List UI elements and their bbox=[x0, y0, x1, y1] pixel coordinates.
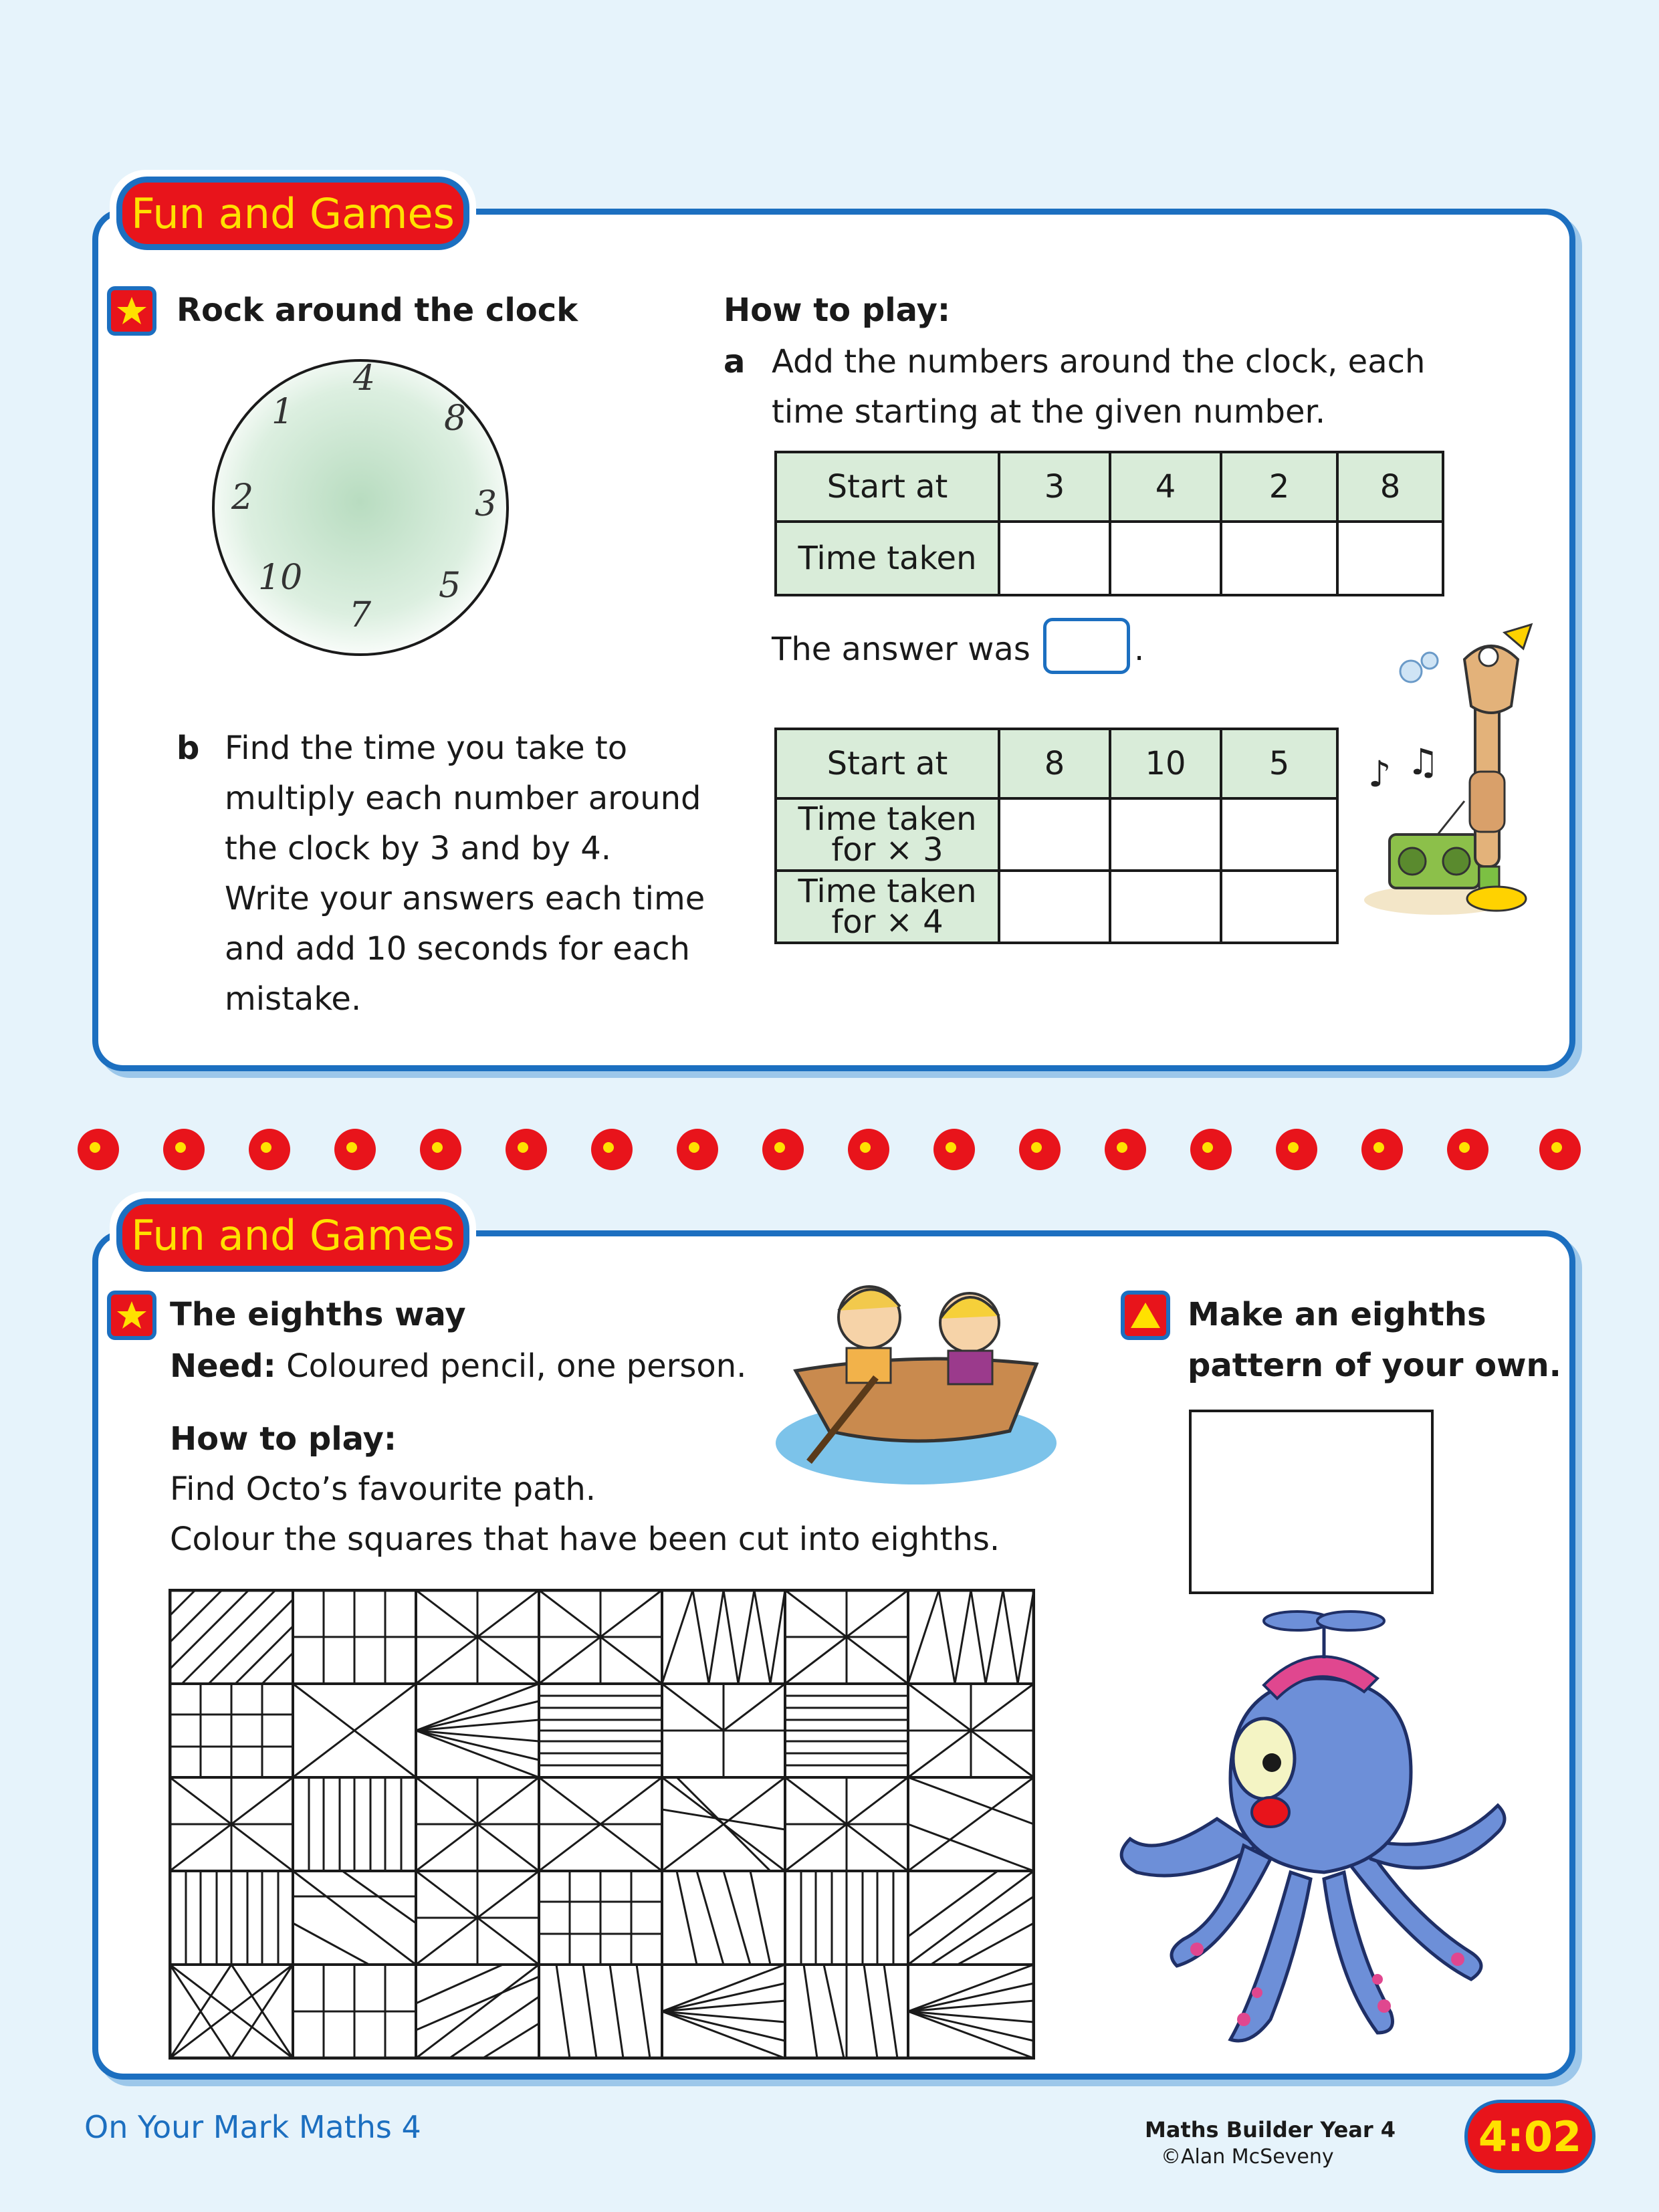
times-3-label bbox=[776, 798, 999, 871]
part-b-letter: b bbox=[177, 730, 200, 767]
kids-in-boat-illustration bbox=[769, 1264, 1057, 1491]
red-dot-icon bbox=[848, 1129, 889, 1170]
start-value: 3 bbox=[999, 452, 1110, 522]
red-dot-icon bbox=[591, 1129, 633, 1170]
time-taken-cell[interactable] bbox=[999, 522, 1110, 595]
red-dot-icon bbox=[506, 1129, 547, 1170]
red-dot-icon bbox=[1105, 1129, 1146, 1170]
panel2-tab-label: Fun and Games bbox=[131, 1210, 455, 1260]
part-b-line: multiply each number around bbox=[225, 780, 701, 817]
time-taken-cell[interactable] bbox=[1221, 522, 1337, 595]
own-pattern-box[interactable] bbox=[1189, 1410, 1434, 1594]
clock-number-4: 5 bbox=[439, 566, 461, 606]
giraffe-radio-illustration bbox=[1357, 619, 1558, 940]
red-dot-icon bbox=[677, 1129, 718, 1170]
answer-suffix: . bbox=[1134, 631, 1145, 668]
red-dot-icon bbox=[334, 1129, 376, 1170]
panel1-star-badge bbox=[107, 286, 156, 336]
red-dot-icon bbox=[1190, 1129, 1232, 1170]
need-text: Coloured pencil, one person. bbox=[286, 1347, 747, 1385]
octo-octopus-illustration bbox=[1097, 1605, 1538, 2066]
page-number: 4:02 bbox=[1478, 2112, 1582, 2161]
times-3-cell[interactable] bbox=[1110, 798, 1221, 871]
side-title-line1: Make an eighths bbox=[1188, 1296, 1486, 1333]
clock-number-3: 3 bbox=[475, 484, 497, 524]
red-dot-icon bbox=[762, 1129, 804, 1170]
times-3-label-line2: for × 3 bbox=[831, 831, 944, 869]
times-4-cell[interactable] bbox=[1221, 871, 1337, 943]
need-label: Need: bbox=[170, 1347, 276, 1385]
svg-text:♫: ♫ bbox=[1407, 741, 1440, 783]
times-3-cell[interactable] bbox=[1221, 798, 1337, 871]
red-dot-icon bbox=[249, 1129, 290, 1170]
answer-prefix: The answer was bbox=[772, 631, 1030, 668]
start-at-label: Start at bbox=[776, 729, 999, 798]
need-line bbox=[170, 1341, 746, 1392]
part-b-line: Write your answers each time bbox=[225, 880, 705, 917]
clock-number-1: 4 bbox=[353, 358, 376, 399]
start-value: 8 bbox=[999, 729, 1110, 798]
times-4-label bbox=[776, 871, 999, 943]
start-value: 5 bbox=[1221, 729, 1337, 798]
star-icon bbox=[116, 295, 148, 327]
part-b-line: mistake. bbox=[225, 980, 362, 1018]
panel2-instruction-line2: Colour the squares that have been cut into eighths. bbox=[170, 1521, 1000, 1558]
multiplication-table bbox=[774, 728, 1339, 944]
time-taken-cell[interactable] bbox=[1337, 522, 1443, 595]
start-value: 10 bbox=[1110, 729, 1221, 798]
start-at-label: Start at bbox=[776, 452, 999, 522]
triangle-badge bbox=[1121, 1291, 1170, 1340]
red-dot-icon bbox=[420, 1129, 461, 1170]
red-dot-icon bbox=[933, 1129, 975, 1170]
page-number-badge bbox=[1464, 2100, 1595, 2173]
times-3-label-line1: Time taken bbox=[798, 800, 977, 838]
answer-input-box[interactable] bbox=[1043, 618, 1130, 674]
red-dot-icon bbox=[1019, 1129, 1061, 1170]
star-icon bbox=[116, 1299, 148, 1331]
clock-number-2: 8 bbox=[444, 399, 467, 439]
start-value: 4 bbox=[1110, 452, 1221, 522]
panel2-tab bbox=[116, 1198, 469, 1272]
times-4-label-line2: for × 4 bbox=[831, 903, 944, 941]
panel2-instruction-line1: Find Octo’s favourite path. bbox=[170, 1470, 596, 1508]
part-b-line: and add 10 seconds for each bbox=[225, 930, 690, 968]
panel1-title: Rock around the clock bbox=[177, 292, 578, 329]
eighths-puzzle-grid bbox=[169, 1589, 1035, 2060]
footer-book-title: Maths Builder Year 4 bbox=[1145, 2117, 1396, 2142]
side-title-line2: pattern of your own. bbox=[1188, 1347, 1561, 1384]
time-taken-cell[interactable] bbox=[1110, 522, 1221, 595]
part-b-line: Find the time you take to bbox=[225, 730, 628, 767]
time-taken-label: Time taken bbox=[776, 522, 999, 595]
svg-text:♪: ♪ bbox=[1368, 753, 1392, 795]
part-a-letter: a bbox=[724, 343, 746, 380]
red-dot-icon bbox=[1276, 1129, 1317, 1170]
clock-number-5: 7 bbox=[349, 595, 372, 635]
times-3-cell[interactable] bbox=[999, 798, 1110, 871]
red-dot-icon bbox=[163, 1129, 205, 1170]
panel2-title: The eighths way bbox=[170, 1296, 466, 1333]
red-dot-icon bbox=[78, 1129, 119, 1170]
clock-number-7: 2 bbox=[231, 477, 254, 518]
part-b-line: the clock by 3 and by 4. bbox=[225, 830, 611, 867]
part-a-line2: time starting at the given number. bbox=[772, 393, 1326, 431]
times-4-cell[interactable] bbox=[1110, 871, 1221, 943]
times-4-cell[interactable] bbox=[999, 871, 1110, 943]
clock-number-8: 1 bbox=[271, 392, 294, 432]
red-dot-icon bbox=[1361, 1129, 1403, 1170]
red-dot-icon bbox=[1539, 1129, 1581, 1170]
footer-copyright: ©Alan McSeveny bbox=[1161, 2145, 1334, 2169]
panel1-tab bbox=[116, 177, 469, 250]
red-dot-icon bbox=[1447, 1129, 1488, 1170]
panel2-star-badge bbox=[107, 1291, 156, 1340]
addition-table bbox=[774, 451, 1444, 596]
start-value: 2 bbox=[1221, 452, 1337, 522]
start-value: 8 bbox=[1337, 452, 1443, 522]
panel2-how-to-play-heading: How to play: bbox=[170, 1420, 397, 1458]
times-4-label-line1: Time taken bbox=[798, 873, 977, 910]
part-a-line1: Add the numbers around the clock, each bbox=[772, 343, 1426, 380]
clock-number-6: 10 bbox=[258, 558, 303, 598]
panel1-tab-label: Fun and Games bbox=[131, 189, 455, 238]
panel1-how-to-play-heading: How to play: bbox=[724, 292, 951, 329]
triangle-icon bbox=[1129, 1300, 1162, 1331]
footer-series-title: On Your Mark Maths 4 bbox=[84, 2109, 421, 2145]
